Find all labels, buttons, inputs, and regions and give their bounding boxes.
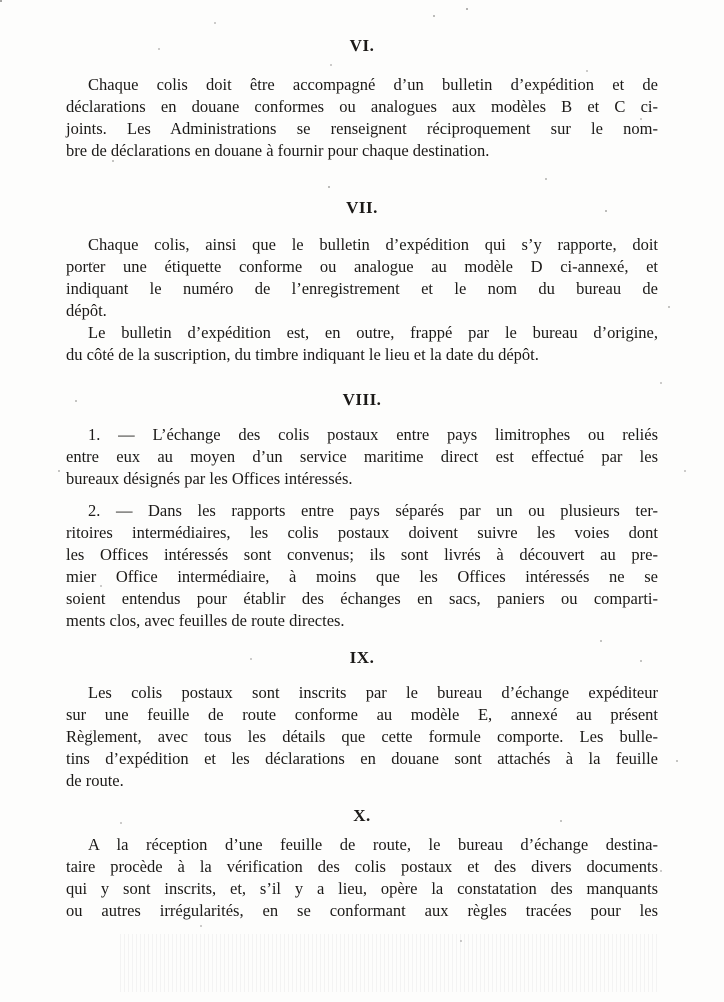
text-line: mier Office intermédiaire, à moins que les Offices intéressés ne se <box>66 567 658 586</box>
text-line: soient entendus pour établir des échanges en sacs, paniers ou comparti- <box>66 589 658 608</box>
section-heading-x: X. <box>353 806 371 825</box>
text-line: Les colis postaux sont inscrits par le bureau d’échange expéditeur <box>88 683 658 702</box>
text-line: Règlement, avec tous les détails que cette formule comporte. Les bulle- <box>66 727 658 746</box>
text-line: tins d’expédition et les déclarations en douane sont attachés à la feuille <box>66 749 658 768</box>
paragraph <box>66 74 658 162</box>
text-line: sur une feuille de route conforme au modèle E, annexé au présent <box>66 705 658 724</box>
section-heading-viii: VIII. <box>342 390 382 409</box>
text-line: déclarations en douane conformes ou analogues aux modèles B et C ci- <box>66 97 658 116</box>
text-line: ments clos, avec feuilles de route directes. <box>66 611 345 630</box>
section-heading-vii: VII. <box>346 198 378 217</box>
text-line: taire procède à la vérification des colis postaux et des divers documents <box>66 857 658 876</box>
text-line: A la réception d’une feuille de route, le bureau d’échange destina- <box>88 835 658 854</box>
scan-artifact-stripes <box>120 934 660 992</box>
text-line: du côté de la suscription, du timbre indiquant le lieu et la date du dépôt. <box>66 345 539 364</box>
text-line: joints. Les Administrations se renseignent réciproquement sur le nom- <box>66 119 658 138</box>
paragraph <box>66 322 658 366</box>
text-line: de route. <box>66 771 124 790</box>
text-line: 1. — L’échange des colis postaux entre pays limitrophes ou reliés <box>88 425 658 444</box>
paragraph <box>66 834 658 922</box>
text-line: qui y sont inscrits, et, s’il y a lieu, opère la constatation des manquants <box>66 879 658 898</box>
text-line: entre eux au moyen d’un service maritime direct est effectué par les <box>66 447 658 466</box>
text-line: les Offices intéressés sont convenus; ils sont livrés à découvert au pre- <box>66 545 658 564</box>
text-line: dépôt. <box>66 301 107 320</box>
text-line: Chaque colis doit être accompagné d’un bulletin d’expédition et de <box>88 75 658 94</box>
text-line: ou autres irrégularités, en se conformant aux règles tracées pour les <box>66 901 658 920</box>
text-line: Chaque colis, ainsi que le bulletin d’expédition qui s’y rapporte, doit <box>88 235 658 254</box>
text-line: ritoires intermédiaires, les colis postaux doivent suivre les voies dont <box>66 523 658 542</box>
text-column <box>66 36 658 922</box>
text-line: Le bulletin d’expédition est, en outre, frappé par le bureau d’origine, <box>88 323 658 342</box>
text-line: bre de déclarations en douane à fournir pour chaque destination. <box>66 141 490 160</box>
section-heading-ix: IX. <box>349 648 375 667</box>
paragraph <box>66 500 658 632</box>
text-line: 2. — Dans les rapports entre pays séparés par un ou plusieurs ter- <box>88 501 658 520</box>
paragraph <box>66 424 658 490</box>
text-line: porter une étiquette conforme ou analogue au modèle D ci-annexé, et <box>66 257 658 276</box>
text-line: bureaux désignés par les Offices intéressés. <box>66 469 353 488</box>
paragraph <box>66 234 658 322</box>
text-line: indiquant le numéro de l’enregistrement et le nom du bureau de <box>66 279 658 298</box>
paragraph <box>66 682 658 792</box>
section-heading-vi: VI. <box>349 36 375 55</box>
